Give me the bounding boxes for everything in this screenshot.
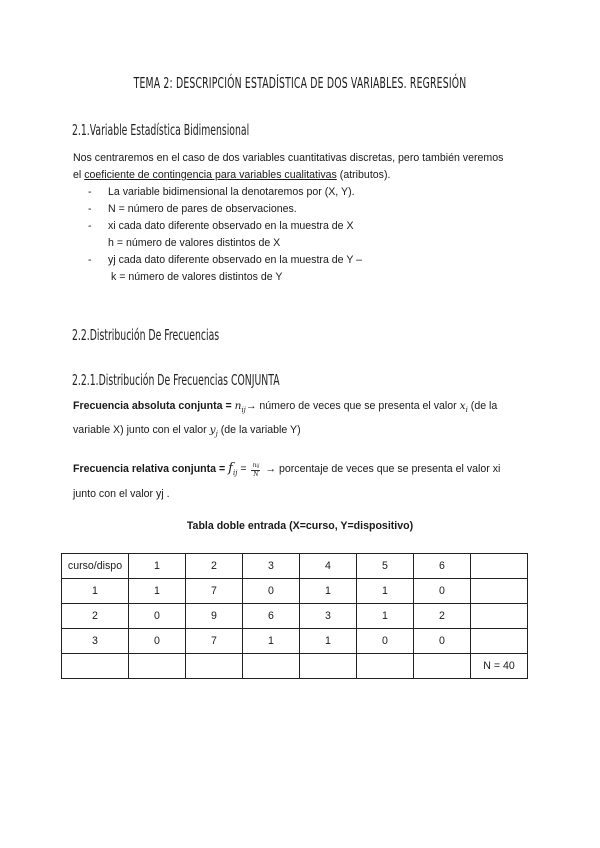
table-cell: 1 <box>357 579 414 604</box>
table-cell: 1 <box>357 604 414 629</box>
table-cell: 3 <box>62 629 129 654</box>
abs-y-subscript: j <box>215 430 218 438</box>
rel-symbol: f <box>228 461 233 476</box>
page-title: TEMA 2: DESCRIPCIÓN ESTADÍSTICA DE DOS VARIABLES. REGRESIÓN <box>133 74 467 92</box>
abs-symbol: n <box>234 400 242 412</box>
table-caption: Tabla doble entrada (X=curso, Y=dispositivo) <box>186 520 414 532</box>
list-item-continuation: k = número de valores distintos de Y <box>111 271 283 283</box>
intro-tail: (atributos). <box>336 169 391 181</box>
section-heading-2-2-1: 2.2.1.Distribución De Frecuencias CONJUNTA <box>72 371 280 389</box>
intro-line-1: Nos centraremos en el caso de dos variables cuantitativas discretas, pero también veremos <box>73 152 504 164</box>
table-cell: 0 <box>129 629 186 654</box>
table-header-row <box>62 554 528 579</box>
table-cell <box>471 604 528 629</box>
definitions-list <box>88 184 362 286</box>
table-cell <box>186 654 243 679</box>
dash-bullet: - <box>88 186 92 198</box>
table-cell: 9 <box>186 604 243 629</box>
section-heading-2-2: 2.2.Distribución De Frecuencias <box>72 326 220 344</box>
abs-subscript: ij <box>241 406 246 414</box>
table-row <box>62 579 528 604</box>
intro-el: el <box>73 169 85 181</box>
list-item <box>88 252 362 269</box>
rel-label: Frecuencia relativa conjunta = <box>73 463 229 475</box>
table-cell: 2 <box>414 604 471 629</box>
absolute-frequency-paragraph <box>73 398 543 443</box>
section-heading-2-1: 2.1.Variable Estadística Bidimensional <box>72 121 250 139</box>
table-cell: 1 <box>243 629 300 654</box>
table-header-cell: 4 <box>300 554 357 579</box>
table-cell: 1 <box>300 579 357 604</box>
table-header-cell: 6 <box>414 554 471 579</box>
table-cell: 0 <box>129 604 186 629</box>
relative-frequency-paragraph <box>73 460 543 503</box>
abs-x-subscript: i <box>465 406 468 414</box>
table-cell: 1 <box>129 579 186 604</box>
table-cell: 3 <box>300 604 357 629</box>
abs-line-2b: (de la variable Y) <box>217 424 301 436</box>
dash-bullet: - <box>88 203 92 215</box>
table-row <box>62 654 528 679</box>
table-header-cell <box>471 554 528 579</box>
abs-line-1 <box>73 398 543 419</box>
table-cell: 0 <box>357 629 414 654</box>
abs-x-symbol: x <box>459 400 466 412</box>
table-cell <box>62 654 129 679</box>
table-cell: 7 <box>186 629 243 654</box>
table-cell: 2 <box>62 604 129 629</box>
table-header-cell: 5 <box>357 554 414 579</box>
table-cell <box>414 654 471 679</box>
list-item <box>88 218 362 235</box>
table-header-cell: 1 <box>129 554 186 579</box>
dash-bullet: - <box>88 220 92 232</box>
abs-label: Frecuencia absoluta conjunta = <box>73 400 235 412</box>
table-cell: N = 40 <box>471 654 528 679</box>
rel-line-2: junto con el valor yj . <box>73 488 170 500</box>
table-cell <box>300 654 357 679</box>
list-item-continuation: h = número de valores distintos de X <box>108 237 281 249</box>
table-cell <box>471 579 528 604</box>
contingency-link[interactable]: coeficiente de contingencia para variables cualitativas <box>84 169 337 181</box>
list-item-text: N = número de pares de observaciones. <box>108 203 297 215</box>
list-item <box>88 184 362 201</box>
table-cell: 1 <box>300 629 357 654</box>
table-header-cell: curso/dispo <box>62 554 129 579</box>
table-cell: 0 <box>243 579 300 604</box>
table-header-cell: 3 <box>243 554 300 579</box>
rel-text-1: → porcentaje de veces que se presenta el valor xi <box>262 463 501 475</box>
table-cell <box>471 629 528 654</box>
rel-fraction <box>251 462 260 478</box>
list-item <box>88 201 362 218</box>
abs-y-symbol: y <box>209 424 216 436</box>
intro-line-2 <box>73 167 533 184</box>
table-cell: 6 <box>243 604 300 629</box>
table-cell: 0 <box>414 629 471 654</box>
rel-line-1 <box>73 460 543 482</box>
table-row <box>62 604 528 629</box>
abs-text-1: → número de veces que se presenta el valor <box>245 400 460 412</box>
intro-paragraph <box>73 150 533 184</box>
fraction-denominator: N <box>253 471 259 478</box>
list-item-text: yj cada dato diferente observado en la muestra de Y – <box>108 254 363 266</box>
abs-line-2 <box>73 422 543 443</box>
table-header-cell: 2 <box>186 554 243 579</box>
table-cell <box>357 654 414 679</box>
numerator-subscript: ij <box>256 463 260 469</box>
table-cell <box>243 654 300 679</box>
fraction-numerator <box>251 462 260 471</box>
numerator-symbol: n <box>252 462 257 469</box>
table-cell: 7 <box>186 579 243 604</box>
abs-text-2: (de la <box>467 400 498 412</box>
double-entry-table <box>61 553 528 679</box>
list-item-text: La variable bidimensional la denotaremos por (X, Y). <box>108 186 355 198</box>
table-body <box>62 554 528 679</box>
table-cell <box>129 654 186 679</box>
table-row <box>62 629 528 654</box>
table-cell: 1 <box>62 579 129 604</box>
rel-subscript: ij <box>232 469 238 477</box>
dash-bullet: - <box>88 254 92 266</box>
rel-equals: = <box>237 463 250 475</box>
list-item-text: xi cada dato diferente observado en la muestra de X <box>108 220 354 232</box>
table-cell: 0 <box>414 579 471 604</box>
abs-line-2a: variable X) junto con el valor <box>73 424 210 436</box>
